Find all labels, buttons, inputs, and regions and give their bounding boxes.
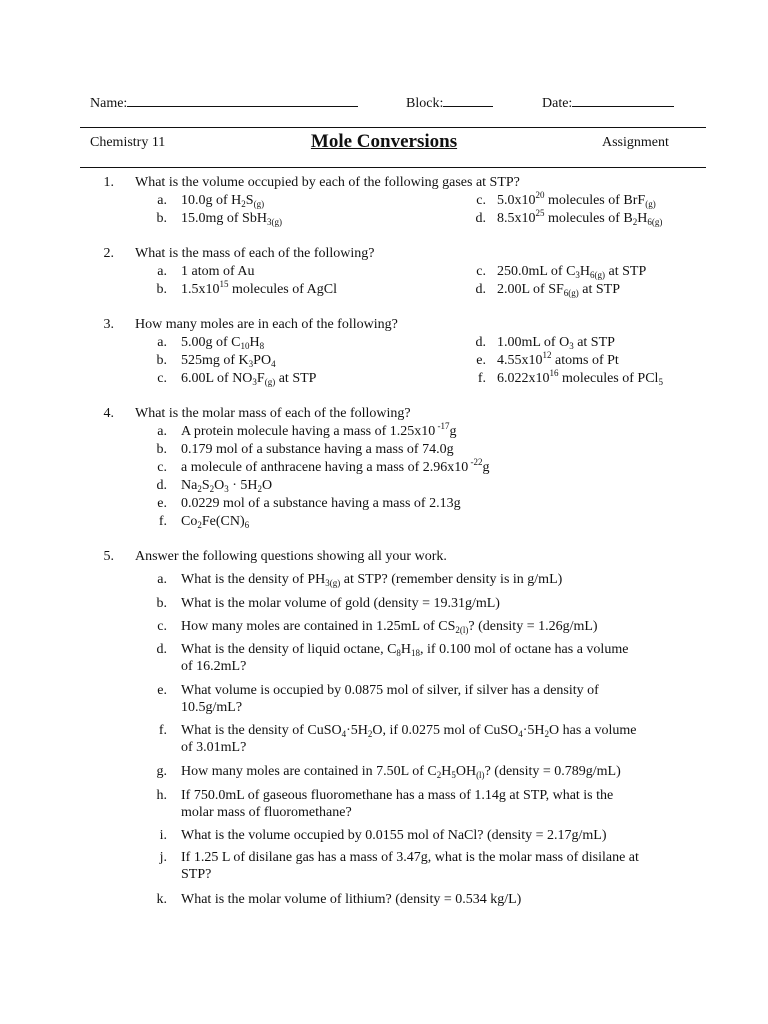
list-item: If 750.0mL of gaseous fluoromethane has a mass of 1.14g at STP, what is the [181,788,614,803]
list-item: 1.00mL of $O_3$ at STP [497,335,615,351]
name-label: Name: [90,96,128,111]
list-item: 10.0g of $H_2S_{(g)}$ [181,193,265,209]
list-item-continuation: of 16.2mL? [181,659,247,674]
date-blank[interactable] [572,92,674,107]
item-letter: c. [157,371,167,386]
list-item: $Co_2Fe(CN)_6$ [181,514,250,530]
date-field[interactable] [542,92,674,112]
item-letter: c. [476,193,486,208]
list-item: $6.022x10^{16}$ molecules of PCl$_5$ [497,368,663,387]
question-number: 3. [103,317,114,332]
item-letter: c. [157,619,167,634]
list-item: $Na_2S_2O_3 \cdot 5H_2O$ [181,478,273,494]
item-letter: c. [157,460,167,475]
item-letter: b. [156,211,167,226]
list-item-continuation: of 3.01mL? [181,740,247,755]
question-number: 1. [103,175,114,190]
list-item: 250.0mL of $C_3H_{6(g)}$ at STP [497,264,647,280]
list-item: 2.00L of $SF_{6(g)}$ at STP [497,282,621,298]
item-letter: e. [476,353,486,368]
item-letter: e. [157,683,167,698]
item-letter: d. [475,282,486,297]
question-text: What is the volume occupied by each of the following gases at STP? [135,175,520,190]
item-letter: f. [158,723,167,738]
list-item: $4.55x10^{12}$ atoms of Pt [497,350,619,368]
list-item-continuation: molar mass of fluoromethane? [181,805,352,820]
list-item: What is the molar volume of lithium? (density = 0.534 kg/L) [181,892,522,907]
item-letter: c. [476,264,486,279]
item-letter: d. [475,211,486,226]
item-letter: g. [156,764,167,779]
name-field[interactable] [90,92,358,112]
course-label: Chemistry 11 [90,135,166,150]
list-item: What is the density of liquid octane, $C_8H_{18}$, if 0.100 mol of octane has a volume [181,642,629,658]
list-item: 0.179 mol of a substance having a mass of 74.0g [181,442,454,457]
list-item: 6.00L of $NO_3F_{(g)}$ at STP [181,371,317,387]
item-letter: d. [156,478,167,493]
list-item: What is the density of $PH_{3(g)}$ at STP? (remember density is in g/mL) [181,572,563,588]
item-letter: i. [159,828,167,843]
list-item: If 1.25 L of disilane gas has a mass of 3.47g, what is the molar mass of disilane at [181,850,639,865]
list-item: $5.0x10^{20}$ molecules of BrF$_{(g)}$ [497,190,656,209]
item-letter: f. [477,371,486,386]
list-item: 5.00g of $C_{10}H_8$ [181,335,265,351]
item-letter: h. [156,788,167,803]
date-label: Date: [542,96,573,111]
list-item-continuation: STP? [181,867,212,882]
item-letter: j. [159,850,167,865]
assignment-label: Assignment [602,135,669,150]
item-letter: e. [157,496,167,511]
list-item: $8.5x10^{25}$ molecules of $B_2H_{6(g)}$ [497,208,663,227]
item-letter: b. [156,282,167,297]
question-number: 4. [103,406,114,421]
list-item: 15.0mg of SbH$_{3(g)}$ [181,211,282,227]
item-letter: a. [157,424,167,439]
name-blank[interactable] [127,92,358,107]
item-letter: a. [157,572,167,587]
list-item: 0.0229 mol of a substance having a mass of 2.13g [181,496,461,511]
item-letter: b. [156,353,167,368]
item-letter: b. [156,596,167,611]
question-text: Answer the following questions showing all your work. [135,549,447,564]
item-letter: a. [157,193,167,208]
question-text: What is the mass of each of the following? [135,246,375,261]
block-label: Block: [406,96,444,111]
item-letter: d. [156,642,167,657]
bottom-rule [80,167,706,168]
item-letter: b. [156,442,167,457]
question-number: 5. [103,549,114,564]
item-letter: f. [158,514,167,529]
list-item: How many moles are contained in 1.25mL of $CS_{2(l)}$? (density = 1.26g/mL) [181,619,598,635]
item-letter: d. [475,335,486,350]
list-item: A protein molecule having a mass of 1.25x10 $^{-17}$g [181,421,457,439]
item-letter: k. [156,892,167,907]
item-letter: a. [157,264,167,279]
list-item: What is the density of $CuSO_4\cdot 5H_2O$, if 0.0275 mol of $CuSO_4\cdot 5H_2O$ has a volume [181,723,637,739]
block-field[interactable] [406,92,493,112]
list-item: What is the volume occupied by 0.0155 mol of NaCl? (density = 2.17g/mL) [181,828,607,843]
list-item: a molecule of anthracene having a mass of 2.96x10 $^{-22}$g [181,457,490,475]
list-item: 1 atom of Au [181,264,255,279]
list-item: What volume is occupied by 0.0875 mol of silver, if silver has a density of [181,683,599,698]
question-text: What is the molar mass of each of the following? [135,406,411,421]
list-item: 525mg of $K_3PO_4$ [181,353,276,369]
list-item: How many moles are contained in 7.50L of $C_2H_5OH_{(l)}$? (density = 0.789g/mL) [181,764,621,780]
question-number: 2. [103,246,114,261]
block-blank[interactable] [443,92,493,107]
top-rule [80,127,706,128]
list-item: What is the molar volume of gold (density = 19.31g/mL) [181,596,500,611]
list-item: $1.5x10^{15}$ molecules of AgCl [181,279,337,297]
item-letter: a. [157,335,167,350]
list-item-continuation: 10.5g/mL? [181,700,243,715]
page-title: Mole Conversions [310,131,458,152]
question-text: How many moles are in each of the following? [135,317,398,332]
